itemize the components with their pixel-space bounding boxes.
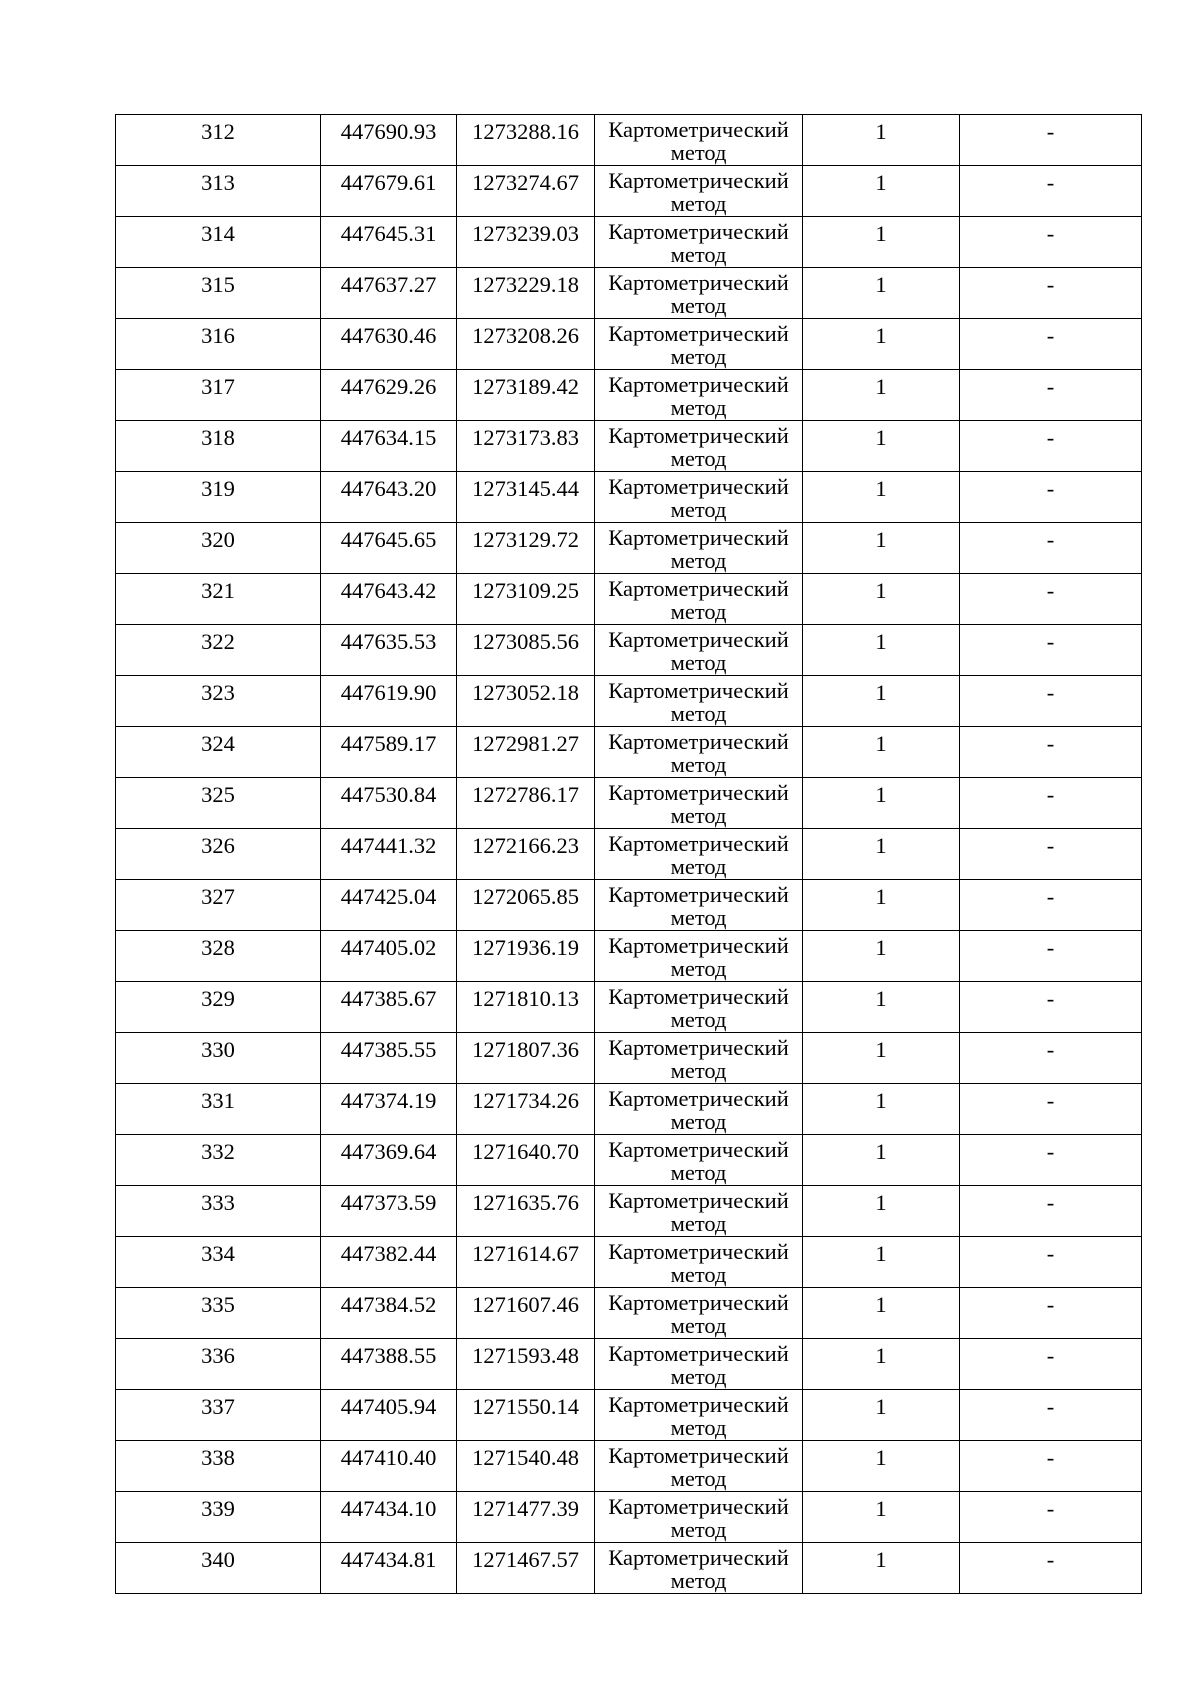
coordinates-table-body [116, 115, 1142, 1594]
method-line-2: метод [670, 1313, 727, 1338]
table-row [116, 115, 1142, 166]
x-coordinate-cell: 447405.02 [321, 931, 457, 982]
method-cell [595, 1288, 803, 1339]
note-cell: - [960, 1033, 1142, 1084]
note-cell: - [960, 268, 1142, 319]
table-row [116, 982, 1142, 1033]
x-coordinate-cell: 447384.52 [321, 1288, 457, 1339]
table-row [116, 1441, 1142, 1492]
method-line-1: Картометрический [608, 372, 789, 397]
note-cell: - [960, 1543, 1142, 1594]
note-cell: - [960, 676, 1142, 727]
method-line-2: метод [670, 140, 727, 165]
table-row [116, 778, 1142, 829]
x-coordinate-cell: 447645.31 [321, 217, 457, 268]
x-coordinate-cell: 447637.27 [321, 268, 457, 319]
method-cell [595, 523, 803, 574]
accuracy-cell: 1 [803, 1084, 960, 1135]
y-coordinate-cell: 1271540.48 [457, 1441, 595, 1492]
table-row [116, 1135, 1142, 1186]
method-line-2: метод [670, 446, 727, 471]
point-number-cell: 338 [116, 1441, 321, 1492]
y-coordinate-cell: 1273189.42 [457, 370, 595, 421]
table-row [116, 1288, 1142, 1339]
y-coordinate-cell: 1273173.83 [457, 421, 595, 472]
point-number-cell: 328 [116, 931, 321, 982]
method-line-1: Картометрический [608, 1392, 789, 1417]
accuracy-cell: 1 [803, 625, 960, 676]
method-cell [595, 1033, 803, 1084]
x-coordinate-cell: 447369.64 [321, 1135, 457, 1186]
method-cell [595, 931, 803, 982]
table-row [116, 625, 1142, 676]
table-row [116, 1084, 1142, 1135]
y-coordinate-cell: 1273229.18 [457, 268, 595, 319]
point-number-cell: 320 [116, 523, 321, 574]
accuracy-cell: 1 [803, 1441, 960, 1492]
method-line-1: Картометрический [608, 1545, 789, 1570]
point-number-cell: 336 [116, 1339, 321, 1390]
x-coordinate-cell: 447643.20 [321, 472, 457, 523]
method-line-2: метод [670, 344, 727, 369]
x-coordinate-cell: 447405.94 [321, 1390, 457, 1441]
x-coordinate-cell: 447385.55 [321, 1033, 457, 1084]
x-coordinate-cell: 447382.44 [321, 1237, 457, 1288]
point-number-cell: 332 [116, 1135, 321, 1186]
accuracy-cell: 1 [803, 931, 960, 982]
x-coordinate-cell: 447643.42 [321, 574, 457, 625]
method-line-2: метод [670, 1262, 727, 1287]
accuracy-cell: 1 [803, 523, 960, 574]
note-cell: - [960, 1084, 1142, 1135]
method-line-1: Картометрический [608, 1086, 789, 1111]
method-line-2: метод [670, 1466, 727, 1491]
note-cell: - [960, 217, 1142, 268]
method-line-1: Картометрический [608, 729, 789, 754]
point-number-cell: 317 [116, 370, 321, 421]
method-line-1: Картометрический [608, 831, 789, 856]
note-cell: - [960, 319, 1142, 370]
x-coordinate-cell: 447690.93 [321, 115, 457, 166]
point-number-cell: 334 [116, 1237, 321, 1288]
point-number-cell: 318 [116, 421, 321, 472]
method-cell [595, 778, 803, 829]
point-number-cell: 327 [116, 880, 321, 931]
y-coordinate-cell: 1272166.23 [457, 829, 595, 880]
y-coordinate-cell: 1271807.36 [457, 1033, 595, 1084]
x-coordinate-cell: 447425.04 [321, 880, 457, 931]
point-number-cell: 340 [116, 1543, 321, 1594]
method-line-1: Картометрический [608, 1035, 789, 1060]
table-row [116, 931, 1142, 982]
y-coordinate-cell: 1272786.17 [457, 778, 595, 829]
point-number-cell: 325 [116, 778, 321, 829]
method-cell [595, 166, 803, 217]
method-line-1: Картометрический [608, 882, 789, 907]
point-number-cell: 321 [116, 574, 321, 625]
point-number-cell: 314 [116, 217, 321, 268]
method-line-2: метод [670, 497, 727, 522]
note-cell: - [960, 1339, 1142, 1390]
method-cell [595, 676, 803, 727]
method-line-1: Картометрический [608, 168, 789, 193]
method-cell [595, 880, 803, 931]
accuracy-cell: 1 [803, 1033, 960, 1084]
method-line-2: метод [670, 599, 727, 624]
x-coordinate-cell: 447374.19 [321, 1084, 457, 1135]
accuracy-cell: 1 [803, 727, 960, 778]
point-number-cell: 324 [116, 727, 321, 778]
table-row [116, 574, 1142, 625]
y-coordinate-cell: 1271936.19 [457, 931, 595, 982]
accuracy-cell: 1 [803, 115, 960, 166]
note-cell: - [960, 1441, 1142, 1492]
accuracy-cell: 1 [803, 829, 960, 880]
y-coordinate-cell: 1271467.57 [457, 1543, 595, 1594]
table-row [116, 1543, 1142, 1594]
method-cell [595, 217, 803, 268]
y-coordinate-cell: 1273288.16 [457, 115, 595, 166]
table-row [116, 166, 1142, 217]
point-number-cell: 330 [116, 1033, 321, 1084]
x-coordinate-cell: 447530.84 [321, 778, 457, 829]
y-coordinate-cell: 1273109.25 [457, 574, 595, 625]
table-row [116, 1390, 1142, 1441]
method-cell [595, 319, 803, 370]
method-line-1: Картометрический [608, 423, 789, 448]
point-number-cell: 331 [116, 1084, 321, 1135]
y-coordinate-cell: 1271593.48 [457, 1339, 595, 1390]
method-cell [595, 1543, 803, 1594]
method-line-2: метод [670, 1160, 727, 1185]
y-coordinate-cell: 1271734.26 [457, 1084, 595, 1135]
table-row [116, 1339, 1142, 1390]
method-cell [595, 1390, 803, 1441]
method-cell [595, 268, 803, 319]
method-line-2: метод [670, 242, 727, 267]
method-line-1: Картометрический [608, 576, 789, 601]
table-row [116, 370, 1142, 421]
method-line-1: Картометрический [608, 933, 789, 958]
method-cell [595, 1237, 803, 1288]
method-cell [595, 370, 803, 421]
method-line-2: метод [670, 191, 727, 216]
point-number-cell: 316 [116, 319, 321, 370]
method-cell [595, 472, 803, 523]
method-cell [595, 829, 803, 880]
point-number-cell: 329 [116, 982, 321, 1033]
note-cell: - [960, 1135, 1142, 1186]
accuracy-cell: 1 [803, 1543, 960, 1594]
accuracy-cell: 1 [803, 778, 960, 829]
method-cell [595, 1084, 803, 1135]
method-cell [595, 727, 803, 778]
method-line-2: метод [670, 548, 727, 573]
note-cell: - [960, 1186, 1142, 1237]
table-row [116, 217, 1142, 268]
method-line-2: метод [670, 293, 727, 318]
accuracy-cell: 1 [803, 1339, 960, 1390]
y-coordinate-cell: 1273129.72 [457, 523, 595, 574]
method-line-2: метод [670, 1364, 727, 1389]
method-line-1: Картометрический [608, 1137, 789, 1162]
y-coordinate-cell: 1273274.67 [457, 166, 595, 217]
note-cell: - [960, 421, 1142, 472]
note-cell: - [960, 166, 1142, 217]
method-cell [595, 982, 803, 1033]
x-coordinate-cell: 447619.90 [321, 676, 457, 727]
method-line-2: метод [670, 395, 727, 420]
note-cell: - [960, 472, 1142, 523]
y-coordinate-cell: 1272065.85 [457, 880, 595, 931]
method-line-1: Картометрический [608, 1239, 789, 1264]
note-cell: - [960, 931, 1142, 982]
method-cell [595, 1135, 803, 1186]
method-line-2: метод [670, 1415, 727, 1440]
x-coordinate-cell: 447630.46 [321, 319, 457, 370]
accuracy-cell: 1 [803, 217, 960, 268]
accuracy-cell: 1 [803, 982, 960, 1033]
method-line-2: метод [670, 701, 727, 726]
accuracy-cell: 1 [803, 319, 960, 370]
method-line-2: метод [670, 803, 727, 828]
x-coordinate-cell: 447441.32 [321, 829, 457, 880]
method-line-1: Картометрический [608, 1341, 789, 1366]
method-line-1: Картометрический [608, 321, 789, 346]
method-line-1: Картометрический [608, 117, 789, 142]
y-coordinate-cell: 1271635.76 [457, 1186, 595, 1237]
accuracy-cell: 1 [803, 1492, 960, 1543]
x-coordinate-cell: 447635.53 [321, 625, 457, 676]
note-cell: - [960, 625, 1142, 676]
point-number-cell: 326 [116, 829, 321, 880]
table-row [116, 880, 1142, 931]
accuracy-cell: 1 [803, 676, 960, 727]
y-coordinate-cell: 1273239.03 [457, 217, 595, 268]
method-line-2: метод [670, 1007, 727, 1032]
note-cell: - [960, 727, 1142, 778]
method-line-2: метод [670, 1109, 727, 1134]
method-line-1: Картометрический [608, 525, 789, 550]
x-coordinate-cell: 447634.15 [321, 421, 457, 472]
accuracy-cell: 1 [803, 268, 960, 319]
table-row [116, 1237, 1142, 1288]
method-line-2: метод [670, 1211, 727, 1236]
point-number-cell: 313 [116, 166, 321, 217]
method-line-2: метод [670, 1058, 727, 1083]
point-number-cell: 337 [116, 1390, 321, 1441]
note-cell: - [960, 778, 1142, 829]
method-line-2: метод [670, 905, 727, 930]
point-number-cell: 315 [116, 268, 321, 319]
method-cell [595, 1186, 803, 1237]
accuracy-cell: 1 [803, 1135, 960, 1186]
table-row [116, 472, 1142, 523]
y-coordinate-cell: 1273208.26 [457, 319, 595, 370]
method-line-2: метод [670, 1517, 727, 1542]
accuracy-cell: 1 [803, 166, 960, 217]
method-line-1: Картометрический [608, 1188, 789, 1213]
note-cell: - [960, 523, 1142, 574]
method-cell [595, 1441, 803, 1492]
method-line-2: метод [670, 956, 727, 981]
table-row [116, 421, 1142, 472]
table-row [116, 676, 1142, 727]
point-number-cell: 312 [116, 115, 321, 166]
accuracy-cell: 1 [803, 1390, 960, 1441]
table-row [116, 523, 1142, 574]
method-cell [595, 1492, 803, 1543]
method-line-1: Картометрический [608, 1443, 789, 1468]
method-line-1: Картометрический [608, 1494, 789, 1519]
point-number-cell: 322 [116, 625, 321, 676]
method-line-1: Картометрический [608, 984, 789, 1009]
method-cell [595, 625, 803, 676]
point-number-cell: 335 [116, 1288, 321, 1339]
accuracy-cell: 1 [803, 421, 960, 472]
note-cell: - [960, 1390, 1142, 1441]
y-coordinate-cell: 1273052.18 [457, 676, 595, 727]
note-cell: - [960, 829, 1142, 880]
method-cell [595, 421, 803, 472]
method-cell [595, 574, 803, 625]
note-cell: - [960, 574, 1142, 625]
method-line-2: метод [670, 1568, 727, 1593]
x-coordinate-cell: 447373.59 [321, 1186, 457, 1237]
y-coordinate-cell: 1271640.70 [457, 1135, 595, 1186]
x-coordinate-cell: 447385.67 [321, 982, 457, 1033]
x-coordinate-cell: 447589.17 [321, 727, 457, 778]
y-coordinate-cell: 1272981.27 [457, 727, 595, 778]
y-coordinate-cell: 1273145.44 [457, 472, 595, 523]
table-row [116, 829, 1142, 880]
x-coordinate-cell: 447434.10 [321, 1492, 457, 1543]
note-cell: - [960, 115, 1142, 166]
note-cell: - [960, 880, 1142, 931]
x-coordinate-cell: 447410.40 [321, 1441, 457, 1492]
accuracy-cell: 1 [803, 1237, 960, 1288]
table-row [116, 319, 1142, 370]
method-line-1: Картометрический [608, 678, 789, 703]
accuracy-cell: 1 [803, 574, 960, 625]
y-coordinate-cell: 1271614.67 [457, 1237, 595, 1288]
x-coordinate-cell: 447434.81 [321, 1543, 457, 1594]
y-coordinate-cell: 1273085.56 [457, 625, 595, 676]
note-cell: - [960, 982, 1142, 1033]
accuracy-cell: 1 [803, 1186, 960, 1237]
note-cell: - [960, 1288, 1142, 1339]
method-cell [595, 1339, 803, 1390]
y-coordinate-cell: 1271810.13 [457, 982, 595, 1033]
table-row [116, 1033, 1142, 1084]
table-row [116, 1492, 1142, 1543]
accuracy-cell: 1 [803, 472, 960, 523]
x-coordinate-cell: 447645.65 [321, 523, 457, 574]
y-coordinate-cell: 1271477.39 [457, 1492, 595, 1543]
x-coordinate-cell: 447388.55 [321, 1339, 457, 1390]
point-number-cell: 333 [116, 1186, 321, 1237]
point-number-cell: 323 [116, 676, 321, 727]
method-line-2: метод [670, 854, 727, 879]
point-number-cell: 339 [116, 1492, 321, 1543]
note-cell: - [960, 1237, 1142, 1288]
x-coordinate-cell: 447679.61 [321, 166, 457, 217]
accuracy-cell: 1 [803, 370, 960, 421]
method-line-1: Картометрический [608, 780, 789, 805]
accuracy-cell: 1 [803, 1288, 960, 1339]
method-line-1: Картометрический [608, 1290, 789, 1315]
y-coordinate-cell: 1271607.46 [457, 1288, 595, 1339]
y-coordinate-cell: 1271550.14 [457, 1390, 595, 1441]
method-line-1: Картометрический [608, 627, 789, 652]
note-cell: - [960, 1492, 1142, 1543]
table-row [116, 1186, 1142, 1237]
method-line-2: метод [670, 650, 727, 675]
method-line-1: Картометрический [608, 270, 789, 295]
note-cell: - [960, 370, 1142, 421]
method-cell [595, 115, 803, 166]
table-row [116, 727, 1142, 778]
table-row [116, 268, 1142, 319]
method-line-2: метод [670, 752, 727, 777]
method-line-1: Картометрический [608, 474, 789, 499]
accuracy-cell: 1 [803, 880, 960, 931]
coordinates-table [115, 114, 1142, 1594]
point-number-cell: 319 [116, 472, 321, 523]
method-line-1: Картометрический [608, 219, 789, 244]
x-coordinate-cell: 447629.26 [321, 370, 457, 421]
